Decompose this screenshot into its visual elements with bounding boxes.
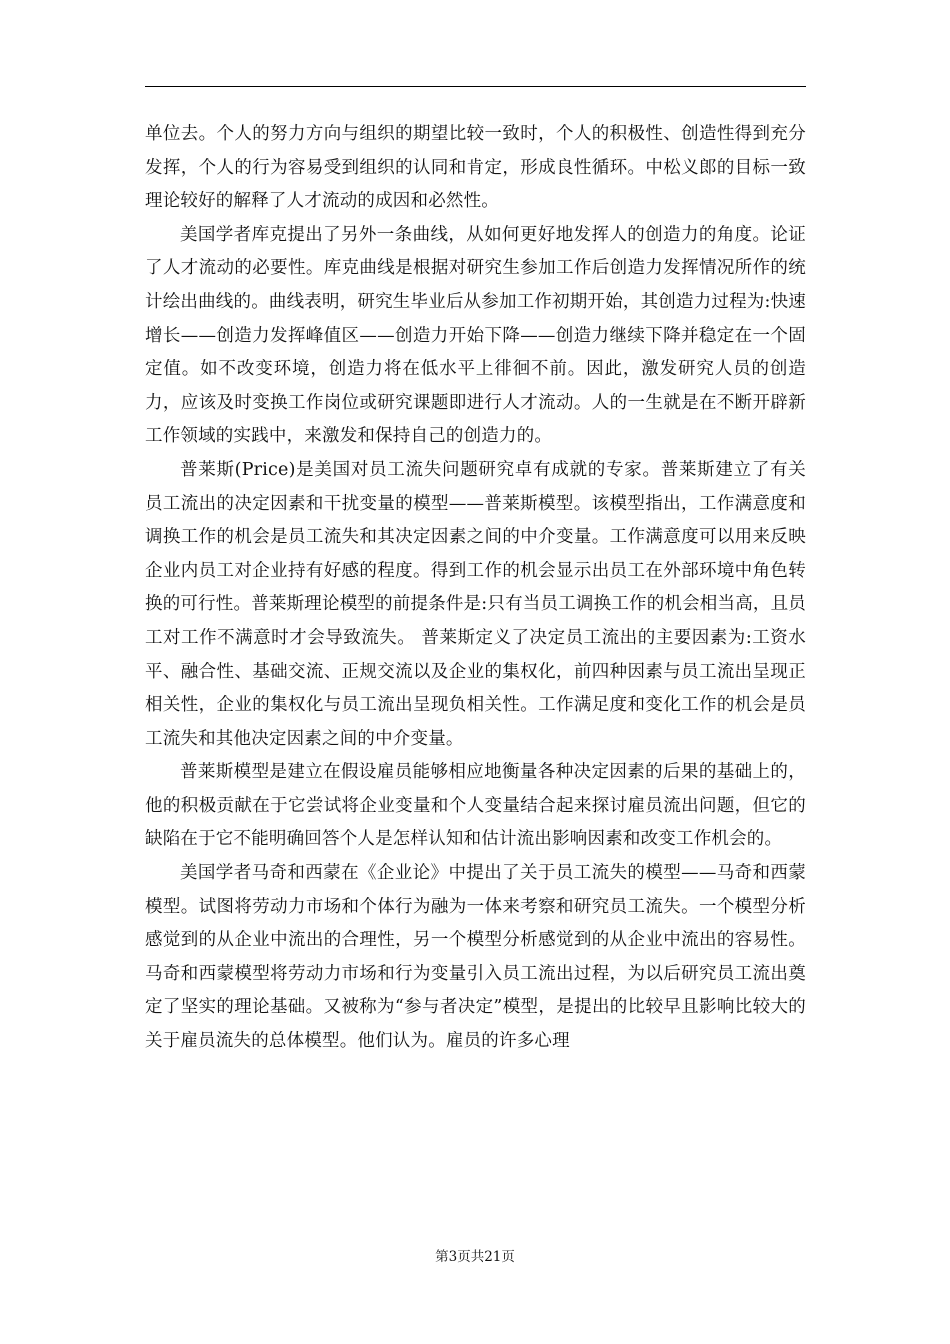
header-rule xyxy=(145,86,806,87)
paragraph-continuation: 单位去。个人的努力方向与组织的期望比较一致时，个人的积极性、创造性得到充分发挥，个人的行为容易受到组织的认同和肯定，形成良性循环。中松义郎的目标一致理论较好的解释了人才流动的成因和必然性。 xyxy=(145,124,806,212)
paragraph-price-model: 普莱斯(Price)是美国对员工流失问题研究卓有成就的专家。普莱斯建立了有关员工流出的决定因素和干扰变量的模型——普莱斯模型。该模型指出，工作满意度和调换工作的机会是员工流失和其决定因素之间的中介变量。工作满意度可以用来反映企业内员工对企业持有好感的程度。得到工作的机会显示出员工在外部环境中角色转换的可行性。普莱斯理论模型的前提条件是:只有当员工调换工作的机会相当高，且员工对工作不满意时才会导致流失。 普莱斯定义了决定员工流出的主要因素为:工资水平、融合性、基础交流、正规交流以及企业的集权化，前四种因素与员工流出呈现正相关性，企业的集权化与员工流出呈现负相关性。工作满足度和变化工作的机会是员工流失和其他决定因素之间的中介变量。 xyxy=(145,459,806,749)
page-number: 第3页共21页 xyxy=(435,1249,515,1265)
paragraph-cook-curve: 美国学者库克提出了另外一条曲线，从如何更好地发挥人的创造力的角度。论证了人才流动的必要性。库克曲线是根据对研究生参加工作后创造力发挥情况所作的统计绘出曲线的。曲线表明，研究生毕业后从参加工作初期开始，其创造力过程为:快速增长——创造力发挥峰值区——创造力开始下降——创造力继续下降并稳定在一个固定值。如不改变环境，创造力将在低水平上徘徊不前。因此，激发研究人员的创造力，应该及时变换工作岗位或研究课题即进行人才流动。人的一生就是在不断开辟新工作领域的实践中，来激发和保持自己的创造力的。 xyxy=(145,224,806,447)
body-text xyxy=(145,118,806,1059)
paragraph-price-model-evaluation: 普莱斯模型是建立在假设雇员能够相应地衡量各种决定因素的后果的基础上的，他的积极贡献在于它尝试将企业变量和个人变量结合起来探讨雇员流出问题，但它的缺陷在于它不能明确回答个人是怎样认知和估计流出影响因素和改变工作机会的。 xyxy=(145,762,806,850)
paragraph-march-simon-model: 美国学者马奇和西蒙在《企业论》中提出了关于员工流失的模型——马奇和西蒙模型。试图将劳动力市场和个体行为融为一体来考察和研究员工流失。一个模型分析感觉到的从企业中流出的合理性，另一个模型分析感觉到的从企业中流出的容易性。马奇和西蒙模型将劳动力市场和行为变量引入员工流出过程，为以后研究员工流出奠定了坚实的理论基础。又被称为“参与者决定”模型，是提出的比较早且影响比较大的关于雇员流失的总体模型。他们认为。雇员的许多心理 xyxy=(145,863,806,1052)
